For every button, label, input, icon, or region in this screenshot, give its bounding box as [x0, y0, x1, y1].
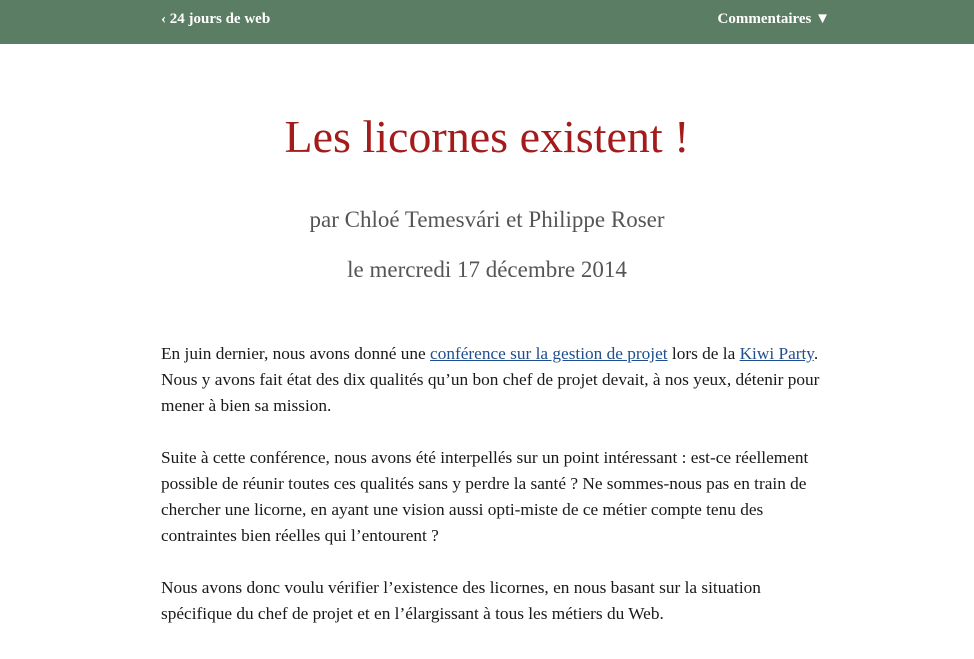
article-date: le mercredi 17 décembre 2014: [347, 257, 627, 282]
article-title: Les licornes existent !: [284, 111, 690, 162]
article-body: [161, 341, 833, 653]
paragraph-1-text-start: En juin dernier, nous avons donné une: [161, 344, 431, 363]
article-author: par Chloé Temesvári et Philippe Roser: [309, 207, 665, 232]
paragraph-1-text-end: . Nous y avons fait état des dix qualités qu’un bon chef de projet devait, à nos yeux, détenir pour mener à bien sa mission.: [161, 344, 820, 415]
back-link-24-jours[interactable]: ‹ 24 jours de web: [161, 11, 271, 27]
comments-toggle[interactable]: Commentaires ▼: [717, 11, 830, 27]
conference-link[interactable]: conférence sur la gestion de projet: [430, 344, 668, 363]
paragraph-3: Nous avons donc voulu vérifier l’existence des licornes, en nous basant sur la situation spécifique du chef de projet et en l’élargissant à tous les métiers du Web.: [161, 578, 761, 623]
paragraph-2: Suite à cette conférence, nous avons été interpellés sur un point intéressant : est-ce réellement possible de réunir toutes ces qualités sans y perdre la santé ? Ne sommes-nous pas en train de chercher une licorne, en ayant une vision aussi opti-miste de ce métier compte tenu des contraintes bien réelles qui l’entourent ?: [161, 448, 809, 545]
paragraph-1-text-middle: lors de la: [667, 344, 740, 363]
top-navigation-bar: [0, 0, 974, 44]
paragraph-1: [161, 341, 833, 419]
kiwi-party-link[interactable]: Kiwi Party: [739, 344, 814, 363]
